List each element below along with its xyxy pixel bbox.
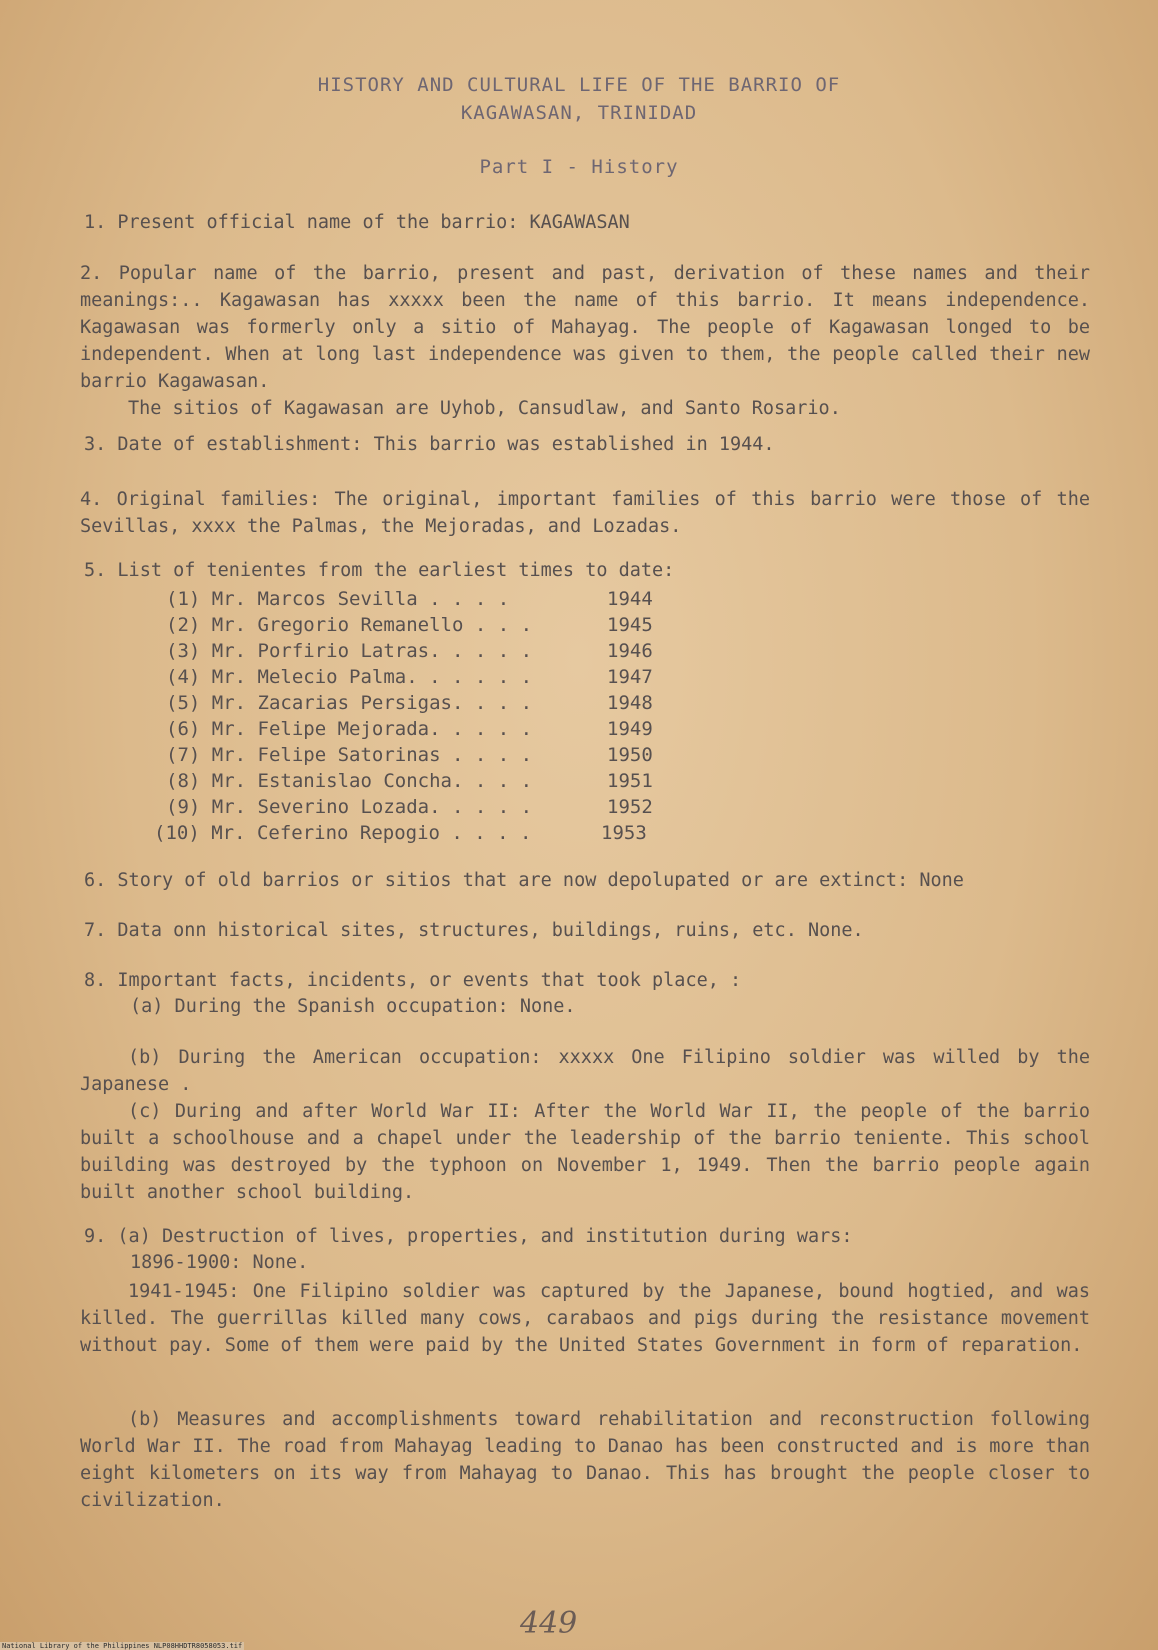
teniente-label: (4) Mr. Melecio Palma. . . . . .: [166, 666, 533, 688]
teniente-row: [166, 744, 653, 766]
archive-footer: National Library of the Philippines NLP08HHDTR8058053.tif: [2, 1642, 243, 1650]
teniente-label: (9) Mr. Severino Lozada. . . . .: [166, 796, 533, 818]
teniente-label: (3) Mr. Porfirio Latras. . . . .: [166, 640, 533, 662]
teniente-year: 1952: [607, 796, 653, 818]
teniente-year: 1945: [607, 614, 653, 636]
teniente-row: [154, 822, 647, 844]
item-8-header: 8. Important facts, incidents, or events that took place, :: [84, 970, 742, 991]
item-5-header: 5. List of tenientes from the earliest times to date:: [84, 560, 675, 581]
teniente-year: 1944: [607, 588, 653, 610]
title-line-1: HISTORY AND CULTURAL LIFE OF THE BARRIO OF: [317, 74, 841, 96]
item-9a-1896: 1896-1900: None.: [130, 1252, 309, 1273]
teniente-year: 1950: [607, 744, 653, 766]
teniente-year: 1953: [601, 822, 647, 844]
item-3: 3. Date of establishment: This barrio was established in 1944.: [84, 434, 775, 455]
page-number: 449: [520, 1606, 578, 1641]
teniente-year: 1949: [607, 718, 653, 740]
teniente-row: [166, 588, 653, 610]
teniente-label: (6) Mr. Felipe Mejorada. . . . .: [166, 718, 533, 740]
item-4: 4. Original families: The original, important families of this barrio were those of the Sevillas, xxxx the Palmas, the Mejoradas, and Lozadas.: [80, 489, 1090, 537]
item-9a-1941: 1941-1945: One Filipino soldier was captured by the Japanese, bound hogtied, and was killed. The guerrillas killed many cows, carabaos and pigs during the resistance movement without pay. Some of them were paid by the United States Government in form of reparation.: [80, 1281, 1090, 1356]
item-8a: (a) During the Spanish occupation: None.: [130, 996, 576, 1017]
teniente-label: (5) Mr. Zacarias Persigas. . . .: [166, 692, 533, 714]
teniente-row: [166, 796, 653, 818]
item-2-text: 2. Popular name of the barrio, present and past, derivation of these names and their meanings:.. Kagawasan has xxxxx been the name of this barrio. It means independence. Kagawasan was formerly only a sitio of Mahayag. The people of Kagawasan longed to be independent. When at long last independence was given to them, the people called their new barrio Kagawasan.: [80, 263, 1090, 392]
teniente-row: [166, 692, 653, 714]
teniente-year: 1948: [607, 692, 653, 714]
item-7: 7. Data onn historical sites, structures, buildings, ruins, etc. None.: [84, 920, 864, 941]
title-line-2: KAGAWASAN, TRINIDAD: [460, 102, 698, 124]
item-2-sitios: The sitios of Kagawasan are Uyhob, Cansudlaw, and Santo Rosario.: [128, 398, 841, 419]
item-9b: (b) Measures and accomplishments toward rehabilitation and reconstruction following World War II. The road from Mahayag leading to Danao has been constructed and is more than eight kilometers on its way from Mahayag to Danao. This has brought the people closer to civilization.: [80, 1409, 1090, 1511]
item-8b: (b) During the American occupation: xxxxx One Filipino soldier was willed by the Japanese .: [80, 1047, 1090, 1095]
teniente-row: [166, 666, 653, 688]
teniente-year: 1951: [607, 770, 653, 792]
item-8c: (c) During and after World War II: After the World War II, the people of the barrio built a schoolhouse and a chapel under the leadership of the barrio teniente. This school building was destroyed by the typhoon on November 1, 1949. Then the barrio people again built another school building.: [80, 1101, 1090, 1203]
teniente-label: (8) Mr. Estanislao Concha. . . .: [166, 770, 533, 792]
teniente-year: 1946: [607, 640, 653, 662]
teniente-label: (10) Mr. Ceferino Repogio . . . .: [154, 822, 532, 844]
item-1: 1. Present official name of the barrio: KAGAWASAN: [84, 212, 630, 233]
teniente-row: [166, 614, 653, 636]
teniente-year: 1947: [607, 666, 653, 688]
part-heading: Part I - History: [479, 156, 679, 178]
item-6: 6. Story of old barrios or sitios that are now depolupated or are extinct: None: [84, 870, 964, 891]
teniente-row: [166, 770, 653, 792]
teniente-label: (1) Mr. Marcos Sevilla . . . .: [166, 588, 510, 610]
item-2: [80, 260, 1090, 422]
teniente-row: [166, 718, 653, 740]
item-9a-header: 9. (a) Destruction of lives, properties, and institution during wars:: [84, 1226, 853, 1247]
teniente-label: (7) Mr. Felipe Satorinas . . . .: [166, 744, 533, 766]
teniente-label: (2) Mr. Gregorio Remanello . . .: [166, 614, 533, 636]
teniente-row: [166, 640, 653, 662]
